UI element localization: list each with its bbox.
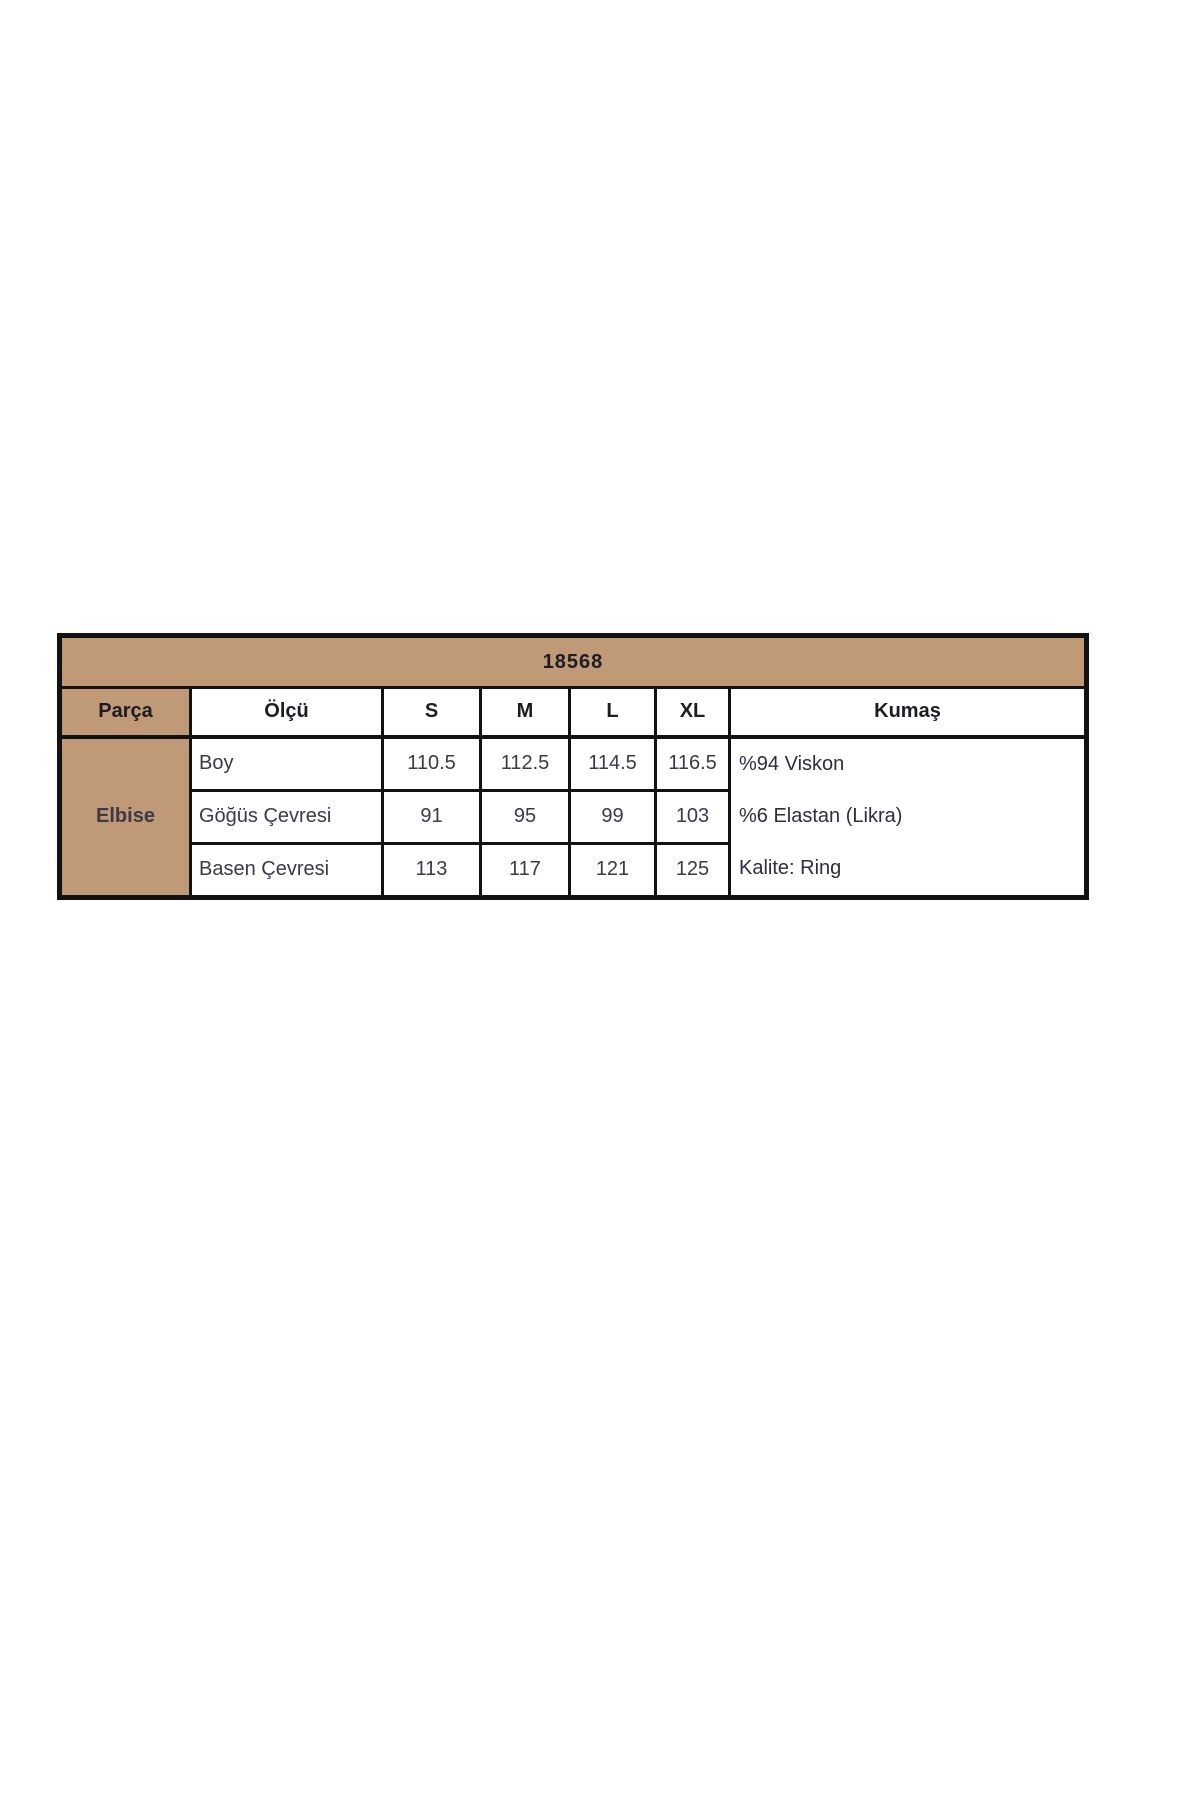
fabric-line-quality: Kalite: Ring	[739, 857, 842, 879]
value-m: 117	[481, 844, 570, 898]
fabric-line-composition-2: %6 Elastan (Likra)	[739, 805, 903, 827]
size-chart-table	[57, 633, 1089, 900]
product-code: 18568	[60, 636, 1087, 688]
value-s: 113	[383, 844, 481, 898]
measure-label: Göğüs Çevresi	[191, 790, 383, 844]
value-m: 95	[481, 790, 570, 844]
value-xl: 103	[656, 790, 730, 844]
value-l: 121	[570, 844, 656, 898]
column-header-part: Parça	[60, 688, 191, 737]
value-s: 91	[383, 790, 481, 844]
column-header-size-m: M	[481, 688, 570, 737]
value-xl: 125	[656, 844, 730, 898]
fabric-info-cell	[730, 737, 1087, 898]
title-row	[60, 636, 1087, 688]
value-l: 114.5	[570, 737, 656, 791]
part-name-cell: Elbise	[60, 737, 191, 898]
value-s: 110.5	[383, 737, 481, 791]
column-header-measure: Ölçü	[191, 688, 383, 737]
column-header-size-s: S	[383, 688, 481, 737]
value-l: 99	[570, 790, 656, 844]
column-header-size-l: L	[570, 688, 656, 737]
measure-label: Basen Çevresi	[191, 844, 383, 898]
value-m: 112.5	[481, 737, 570, 791]
column-header-fabric: Kumaş	[730, 688, 1087, 737]
value-xl: 116.5	[656, 737, 730, 791]
measure-label: Boy	[191, 737, 383, 791]
fabric-line-composition-1: %94 Viskon	[739, 753, 845, 775]
column-header-size-xl: XL	[656, 688, 730, 737]
header-row	[60, 688, 1087, 737]
table-row-boy	[60, 737, 1087, 791]
